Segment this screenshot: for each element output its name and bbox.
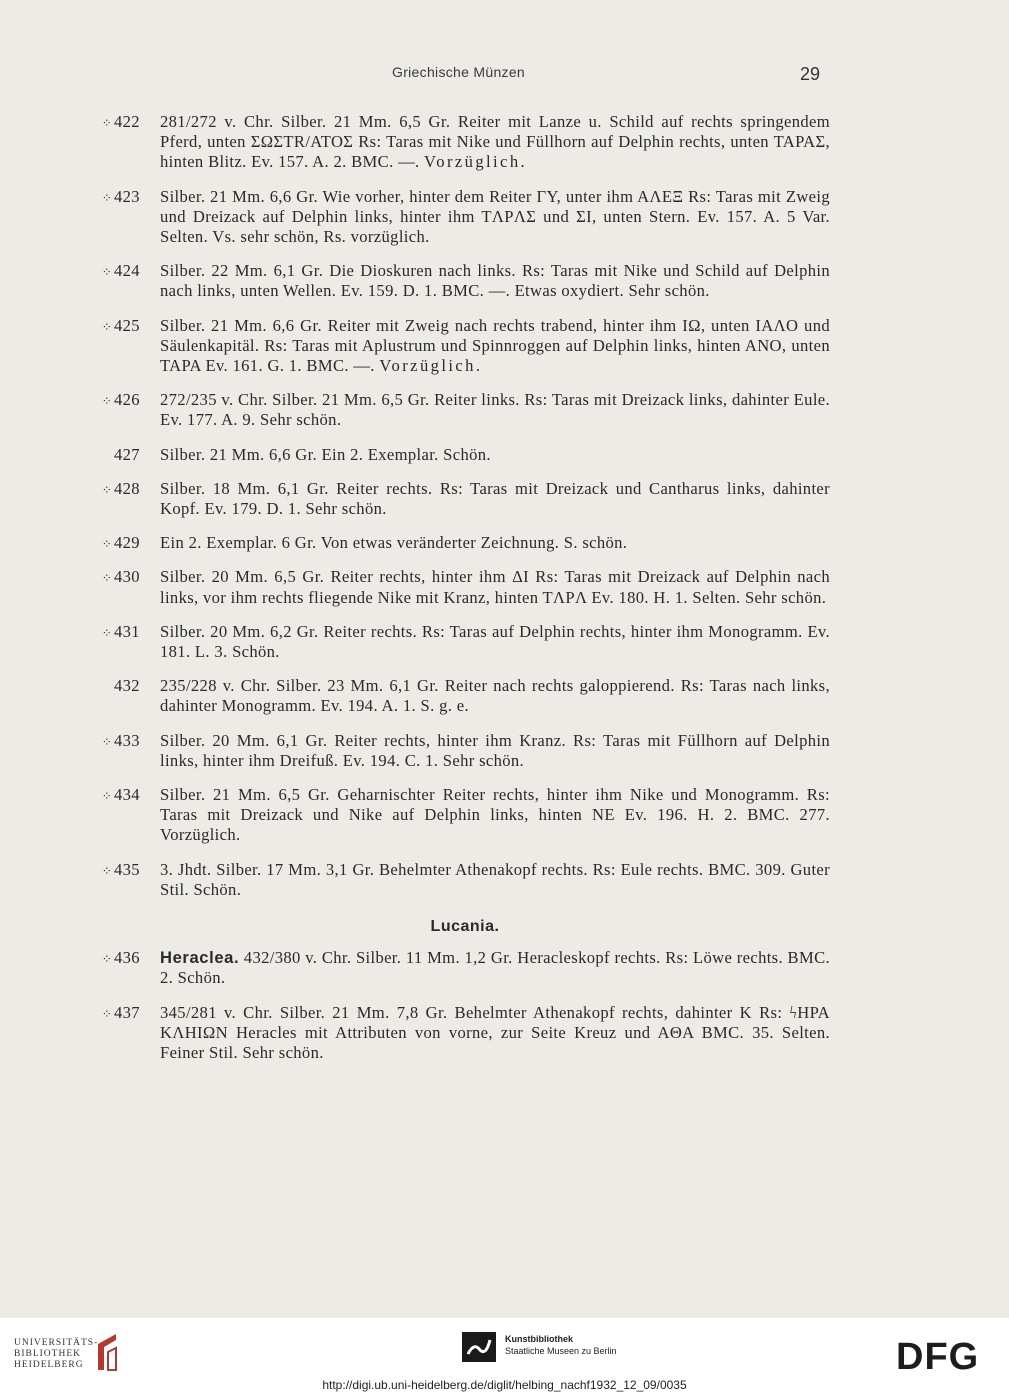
page-number: 29	[800, 64, 821, 84]
running-title: Griechische Münzen	[392, 64, 526, 80]
entry-text: Silber. 18 Mm. 6,1 Gr. Reiter rechts. Rs: Taras mit Dreizack und Cantharus links, dahinter Kopf. Ev. 179. D. 1. Sehr schön.	[160, 478, 830, 519]
star-marker: ⁘	[101, 1006, 113, 1021]
university-library-logo-text: UNIVERSITÄTS- BIBLIOTHEK HEIDELBERG	[14, 1338, 99, 1370]
entry-number: 434	[114, 785, 140, 805]
star-marker: ⁘	[101, 789, 113, 804]
catalogue-entry	[100, 676, 830, 716]
entry-text: Ein 2. Exemplar. 6 Gr. Von etwas veränderter Zeichnung. S. schön.	[160, 533, 628, 553]
entry-grade: Vorzüglich.	[424, 152, 528, 172]
star-marker: ⁘	[101, 190, 113, 205]
entry-number: 422	[114, 112, 140, 131]
catalogue-entry	[100, 1003, 830, 1064]
entry-number: 431	[114, 621, 140, 641]
catalogue-entry	[100, 390, 830, 430]
star-marker: ⁘	[101, 319, 113, 334]
star-marker: ⁘	[101, 863, 113, 878]
catalogue-entry	[100, 567, 830, 607]
kunstbibliothek-logo-icon	[462, 1332, 496, 1362]
entry-text: 281/272 v. Chr. Silber. 21 Mm. 6,5 Gr. Reiter mit Lanze u. Schild auf rechts springendem Pferd, unten ΣΩΣTR/ATOΣ Rs: Taras mit Nike und Füllhorn auf Delphin rechts, unten TAPAΣ, hinten Blitz. Ev. 157. A. 2. BMC. —.	[160, 112, 830, 172]
entry-number: 425	[114, 315, 140, 335]
star-marker: ⁘	[101, 734, 113, 749]
catalogue-entry	[100, 261, 830, 301]
catalogue-entry	[100, 948, 830, 988]
catalogue-entries	[100, 112, 830, 1077]
entry-text: 235/228 v. Chr. Silber. 23 Mm. 6,1 Gr. Reiter nach rechts galoppierend. Rs: Taras nach links, dahinter Monogramm. Ev. 194. A. 1. S. g. e.	[160, 676, 830, 716]
catalogue-entry	[100, 316, 830, 377]
catalogue-entry	[100, 622, 830, 662]
entry-number: 424	[114, 261, 140, 281]
entry-text: 345/281 v. Chr. Silber. 21 Mm. 7,8 Gr. Behelmter Athenakopf rechts, dahinter K Rs: ϟHPA KΛHIΩN Heracles mit Attributen von vorne, zur Seite Kreuz und AΘA BMC. 35. Selten. Feiner Stil. Sehr schön.	[160, 1002, 830, 1062]
star-marker: ⁘	[101, 952, 113, 967]
star-marker: ⁘	[101, 625, 113, 640]
dfg-logo: DFG	[896, 1336, 980, 1378]
entry-text: Silber. 20 Mm. 6,1 Gr. Reiter rechts, hinter ihm Kranz. Rs: Taras mit Füllhorn auf Delphin links, hinter ihm Dreifuß. Ev. 194. C. 1. Sehr schön.	[160, 730, 830, 770]
catalogue-entry	[100, 731, 830, 771]
entry-text: Silber. 20 Mm. 6,5 Gr. Reiter rechts, hinter ihm ΔI Rs: Taras mit Dreizack auf Delphin nach links, vor ihm rechts fliegende Nike mit Kranz, hinten TΛPΛ Ev. 180. H. 1. Selten. Sehr schön.	[160, 567, 830, 607]
star-marker: ⁘	[101, 571, 113, 586]
digitization-footer	[0, 1318, 1009, 1396]
university-library-emblem-icon	[92, 1330, 122, 1374]
entry-number: 427	[114, 444, 140, 464]
catalogue-entry	[100, 445, 830, 465]
permalink-url[interactable]: http://digi.ub.uni-heidelberg.de/diglit/helbing_nachf1932_12_09/0035	[322, 1378, 687, 1392]
place-name: Heraclea.	[160, 948, 240, 968]
entry-number: 433	[114, 730, 140, 750]
entry-text: Silber. 22 Mm. 6,1 Gr. Die Dioskuren nach links. Rs: Taras mit Nike und Schild auf Delphin nach links, unten Wellen. Ev. 159. D. 1. BMC. —. Etwas oxydiert. Sehr schön.	[160, 261, 830, 301]
catalogue-entry	[100, 860, 830, 900]
catalogue-entry	[100, 533, 830, 553]
section-heading: Lucania.	[430, 918, 500, 936]
entry-text: 272/235 v. Chr. Silber. 21 Mm. 6,5 Gr. Reiter links. Rs: Taras mit Dreizack links, dahinter Eule. Ev. 177. A. 9. Sehr schön.	[160, 390, 830, 430]
entry-number: 428	[114, 478, 140, 498]
kunstbibliothek-label: Kunstbibliothek Staatliche Museen zu Berlin	[505, 1334, 617, 1356]
entry-text: Silber. 21 Mm. 6,6 Gr. Ein 2. Exemplar. Schön.	[160, 444, 491, 464]
star-marker: ⁘	[101, 537, 113, 552]
catalogue-entry	[100, 112, 830, 173]
catalogue-entry	[100, 187, 830, 248]
entry-number: 437	[114, 1002, 140, 1022]
catalogue-entry	[100, 785, 830, 846]
entry-text: 432/380 v. Chr. Silber. 11 Mm. 1,2 Gr. Heracleskopf rechts. Rs: Löwe rechts. BMC. 2. Schön.	[160, 948, 830, 988]
entry-number: 436	[114, 948, 140, 968]
star-marker: ⁘	[101, 265, 113, 280]
entry-number: 426	[114, 390, 140, 410]
star-marker: ⁘	[101, 394, 113, 409]
entry-number: 435	[114, 859, 140, 879]
entry-text: Silber. 21 Mm. 6,5 Gr. Geharnischter Reiter rechts, hinter ihm Nike und Monogramm. Rs: Taras mit Dreizack und Nike auf Delphin links, hinten NE Ev. 196. H. 2. BMC. 277. Vorzüglich.	[160, 785, 830, 845]
star-marker: ⁘	[101, 482, 113, 497]
entry-text: Silber. 21 Mm. 6,6 Gr. Reiter mit Zweig nach rechts trabend, hinter ihm IΩ, unten IAΛO und Säulenkapitäl. Rs: Taras mit Aplustrum und Spinnroggen auf Delphin links, hinten ANO, unten TAPA Ev. 161. G. 1. BMC. —.	[160, 315, 830, 376]
catalogue-entry	[100, 479, 830, 519]
entry-text: Silber. 21 Mm. 6,6 Gr. Wie vorher, hinter dem Reiter ΓY, unter ihm AΛEΞ Rs: Taras mit Zweig und Dreizack auf Delphin links, hinter ihm TΛPΛΣ und ΣI, unten Stern. Ev. 157. A. 5 Var. Selten. Vs. sehr schön, Rs. vorzüglich.	[160, 186, 830, 247]
entry-grade: Vorzüglich.	[379, 356, 483, 376]
entry-text: Silber. 20 Mm. 6,2 Gr. Reiter rechts. Rs: Taras auf Delphin rechts, hinter ihm Monogramm. Ev. 181. L. 3. Schön.	[160, 621, 830, 662]
star-marker: ⁘	[101, 116, 113, 130]
entry-number: 423	[114, 186, 140, 206]
entry-number: 429	[114, 533, 140, 553]
entry-number: 430	[114, 567, 140, 587]
entry-text: 3. Jhdt. Silber. 17 Mm. 3,1 Gr. Behelmter Athenakopf rechts. Rs: Eule rechts. BMC. 309. Guter Stil. Schön.	[160, 859, 830, 899]
entry-number: 432	[114, 676, 140, 696]
